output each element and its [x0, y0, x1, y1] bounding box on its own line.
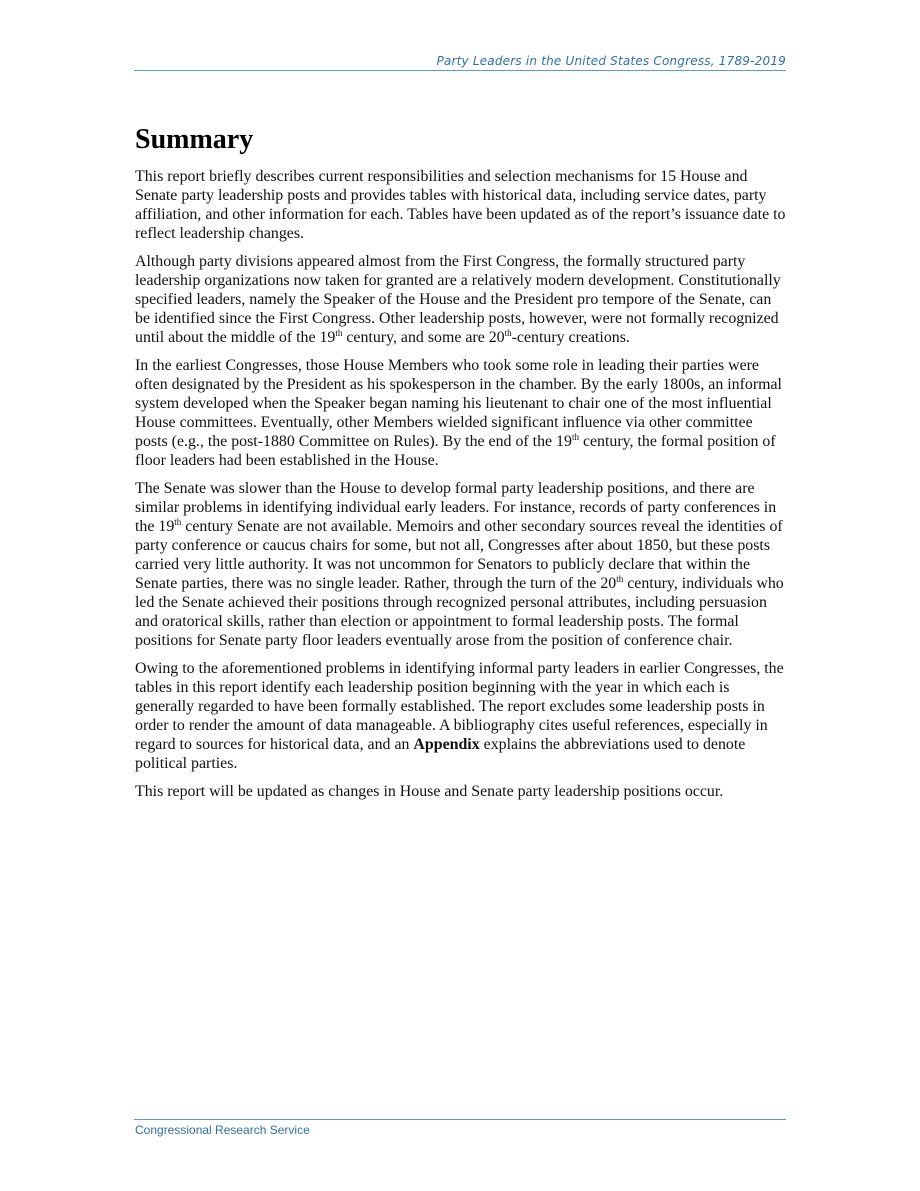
superscript: th: [335, 328, 343, 338]
paragraph-text: The Senate was slower than the House to develop formal party leadership positions, and there are similar problems in identifying individual early leaders. For instance, records of party conferences in the 19: [135, 480, 777, 535]
header-divider: [134, 70, 786, 71]
summary-paragraph-1: This report briefly describes current responsibilities and selection mechanisms for 15 House and Senate party leadership posts and provides tables with historical data, including service dates, party affiliation, and other information for each. Tables have been updated as of the report’s issuance date to reflect leadership changes.: [135, 168, 786, 242]
superscript: th: [504, 328, 512, 338]
paragraph-text: century, and some are 20: [342, 329, 505, 346]
paragraph-text: century, the formal position of floor leaders had been established in the House.: [135, 433, 776, 469]
summary-heading: Summary: [135, 124, 254, 155]
footer-divider: [134, 1119, 786, 1120]
running-header-title: Party Leaders in the United States Congress, 1789-2019: [436, 54, 786, 68]
paragraph-text: Owing to the aforementioned problems in identifying informal party leaders in earlier Congresses, the tables in this report identify each leadership position beginning with the year in which each is generally regarded to have been formally established. The report excludes some leadership posts in order to render the amount of data manageable. A bibliography cites useful references, especially in regard to sources for historical data, and an: [135, 660, 784, 753]
summary-paragraph-3: [135, 356, 787, 470]
summary-paragraph-4: [135, 479, 787, 650]
appendix-reference: Appendix: [413, 736, 480, 753]
paragraph-text: century Senate are not available. Memoirs and other secondary sources reveal the identities of party conference or caucus chairs for some, but not all, Congresses after about 1850, but these posts carried very little authority. It was not uncommon for Senators to publicly declare that within the Senate parties, there was no single leader. Rather, through the turn of the 20: [135, 518, 783, 592]
summary-section: [135, 122, 787, 810]
summary-paragraph-6: This report will be updated as changes in House and Senate party leadership positions occur.: [135, 783, 724, 800]
superscript: th: [174, 517, 182, 527]
superscript: th: [616, 574, 624, 584]
summary-paragraph-5: [135, 659, 787, 773]
paragraph-text: century, individuals who led the Senate achieved their positions through recognized personal attributes, including persuasion and oratorical skills, rather than election or appointment to formal leadership posts. The formal positions for Senate party floor leaders eventually arose from the position of conference chair.: [135, 575, 784, 649]
paragraph-text: In the earliest Congresses, those House Members who took some role in leading their parties were often designated by the President as his spokesperson in the chamber. By the early 1800s, an informal system developed when the Speaker began naming his lieutenant to chair one of the most influential House committees. Eventually, other Members wielded significant influence via other committee posts (e.g., the post-1880 Committee on Rules). By the end of the 19: [135, 357, 782, 450]
paragraph-text: -century creations.: [511, 329, 630, 346]
paragraph-text: Although party divisions appeared almost from the First Congress, the formally structured party leadership organizations now taken for granted are a relatively modern development. Constitutionally specified leaders, namely the Speaker of the House and the President pro tempore of the Senate, can be identified since the First Congress. Other leadership posts, however, were not formally recognized until about the middle of the 19: [135, 253, 781, 346]
summary-paragraph-2: [135, 252, 787, 347]
superscript: th: [571, 432, 579, 442]
footer-organization: Congressional Research Service: [135, 1123, 310, 1137]
paragraph-text: explains the abbreviations used to denote political parties.: [135, 736, 746, 772]
